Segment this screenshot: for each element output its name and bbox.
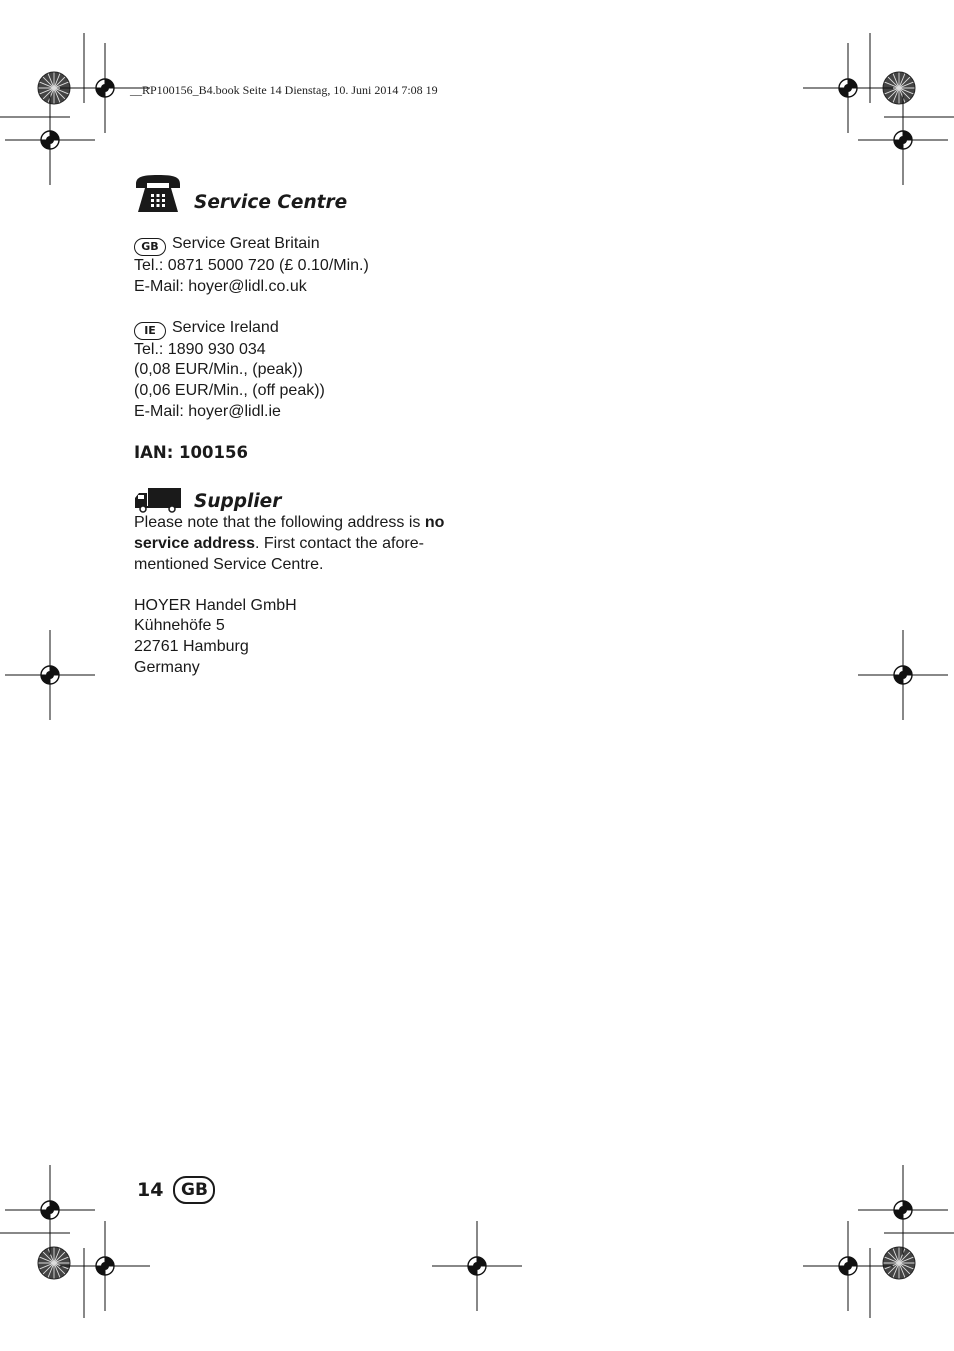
supplier-city: 22761 Hamburg xyxy=(134,637,249,655)
book-file-info: __RP100156_B4.book Seite 14 Dienstag, 10. Juni 2014 7:08 19 xyxy=(130,83,438,97)
service-gb-tel: Tel.: 0871 5000 720 (£ 0.10/Min.) xyxy=(134,257,369,274)
gb-country-badge: GB xyxy=(134,238,166,256)
supplier-note-line-3: mentioned Service Centre. xyxy=(134,555,324,573)
supplier-note-bold-service-address: service address xyxy=(134,534,255,552)
supplier-company: HOYER Handel GmbH xyxy=(134,596,297,614)
service-gb-email: E-Mail: hoyer@lidl.co.uk xyxy=(134,277,307,295)
service-gb-block xyxy=(134,234,464,297)
page-footer xyxy=(137,1176,215,1204)
service-ie-tel: Tel.: 1890 930 034 xyxy=(134,340,266,358)
service-ie-block xyxy=(134,318,464,422)
supplier-heading-row xyxy=(134,479,464,513)
supplier-country: Germany xyxy=(134,658,200,676)
footer-country-badge: GB xyxy=(173,1176,215,1204)
supplier-note-bold-no: no xyxy=(424,514,445,532)
service-ie-label: Service Ireland xyxy=(172,318,279,336)
supplier-note-line-2 xyxy=(134,534,464,555)
page-number: 14 xyxy=(137,1179,164,1201)
service-ie-rate-peak: (0,08 EUR/Min., (peak)) xyxy=(134,361,303,379)
service-ie-rate-offpeak: (0,06 EUR/Min., (off peak)) xyxy=(134,381,325,399)
service-centre-heading: Service Centre xyxy=(194,192,348,213)
telephone-icon xyxy=(134,174,182,214)
supplier-note-prefix: Please note that the following address is xyxy=(134,514,425,532)
service-heading-row xyxy=(134,170,464,214)
ie-country-badge: IE xyxy=(134,322,166,340)
ian-number: IAN: 100156 xyxy=(134,442,248,462)
main-content xyxy=(134,170,464,678)
supplier-note-line-2-rest: . First contact the afore- xyxy=(254,534,424,552)
supplier-note-line-1 xyxy=(134,513,464,534)
service-gb-label: Service Great Britain xyxy=(172,235,320,252)
service-ie-email: E-Mail: hoyer@lidl.ie xyxy=(134,402,281,420)
supplier-heading: Supplier xyxy=(194,491,282,513)
service-gb-label-row xyxy=(134,234,464,256)
supplier-street: Kühnehöfe 5 xyxy=(134,617,225,635)
supplier-note xyxy=(134,513,464,575)
truck-icon xyxy=(134,487,182,513)
service-ie-label-row xyxy=(134,318,464,340)
supplier-address xyxy=(134,596,464,678)
